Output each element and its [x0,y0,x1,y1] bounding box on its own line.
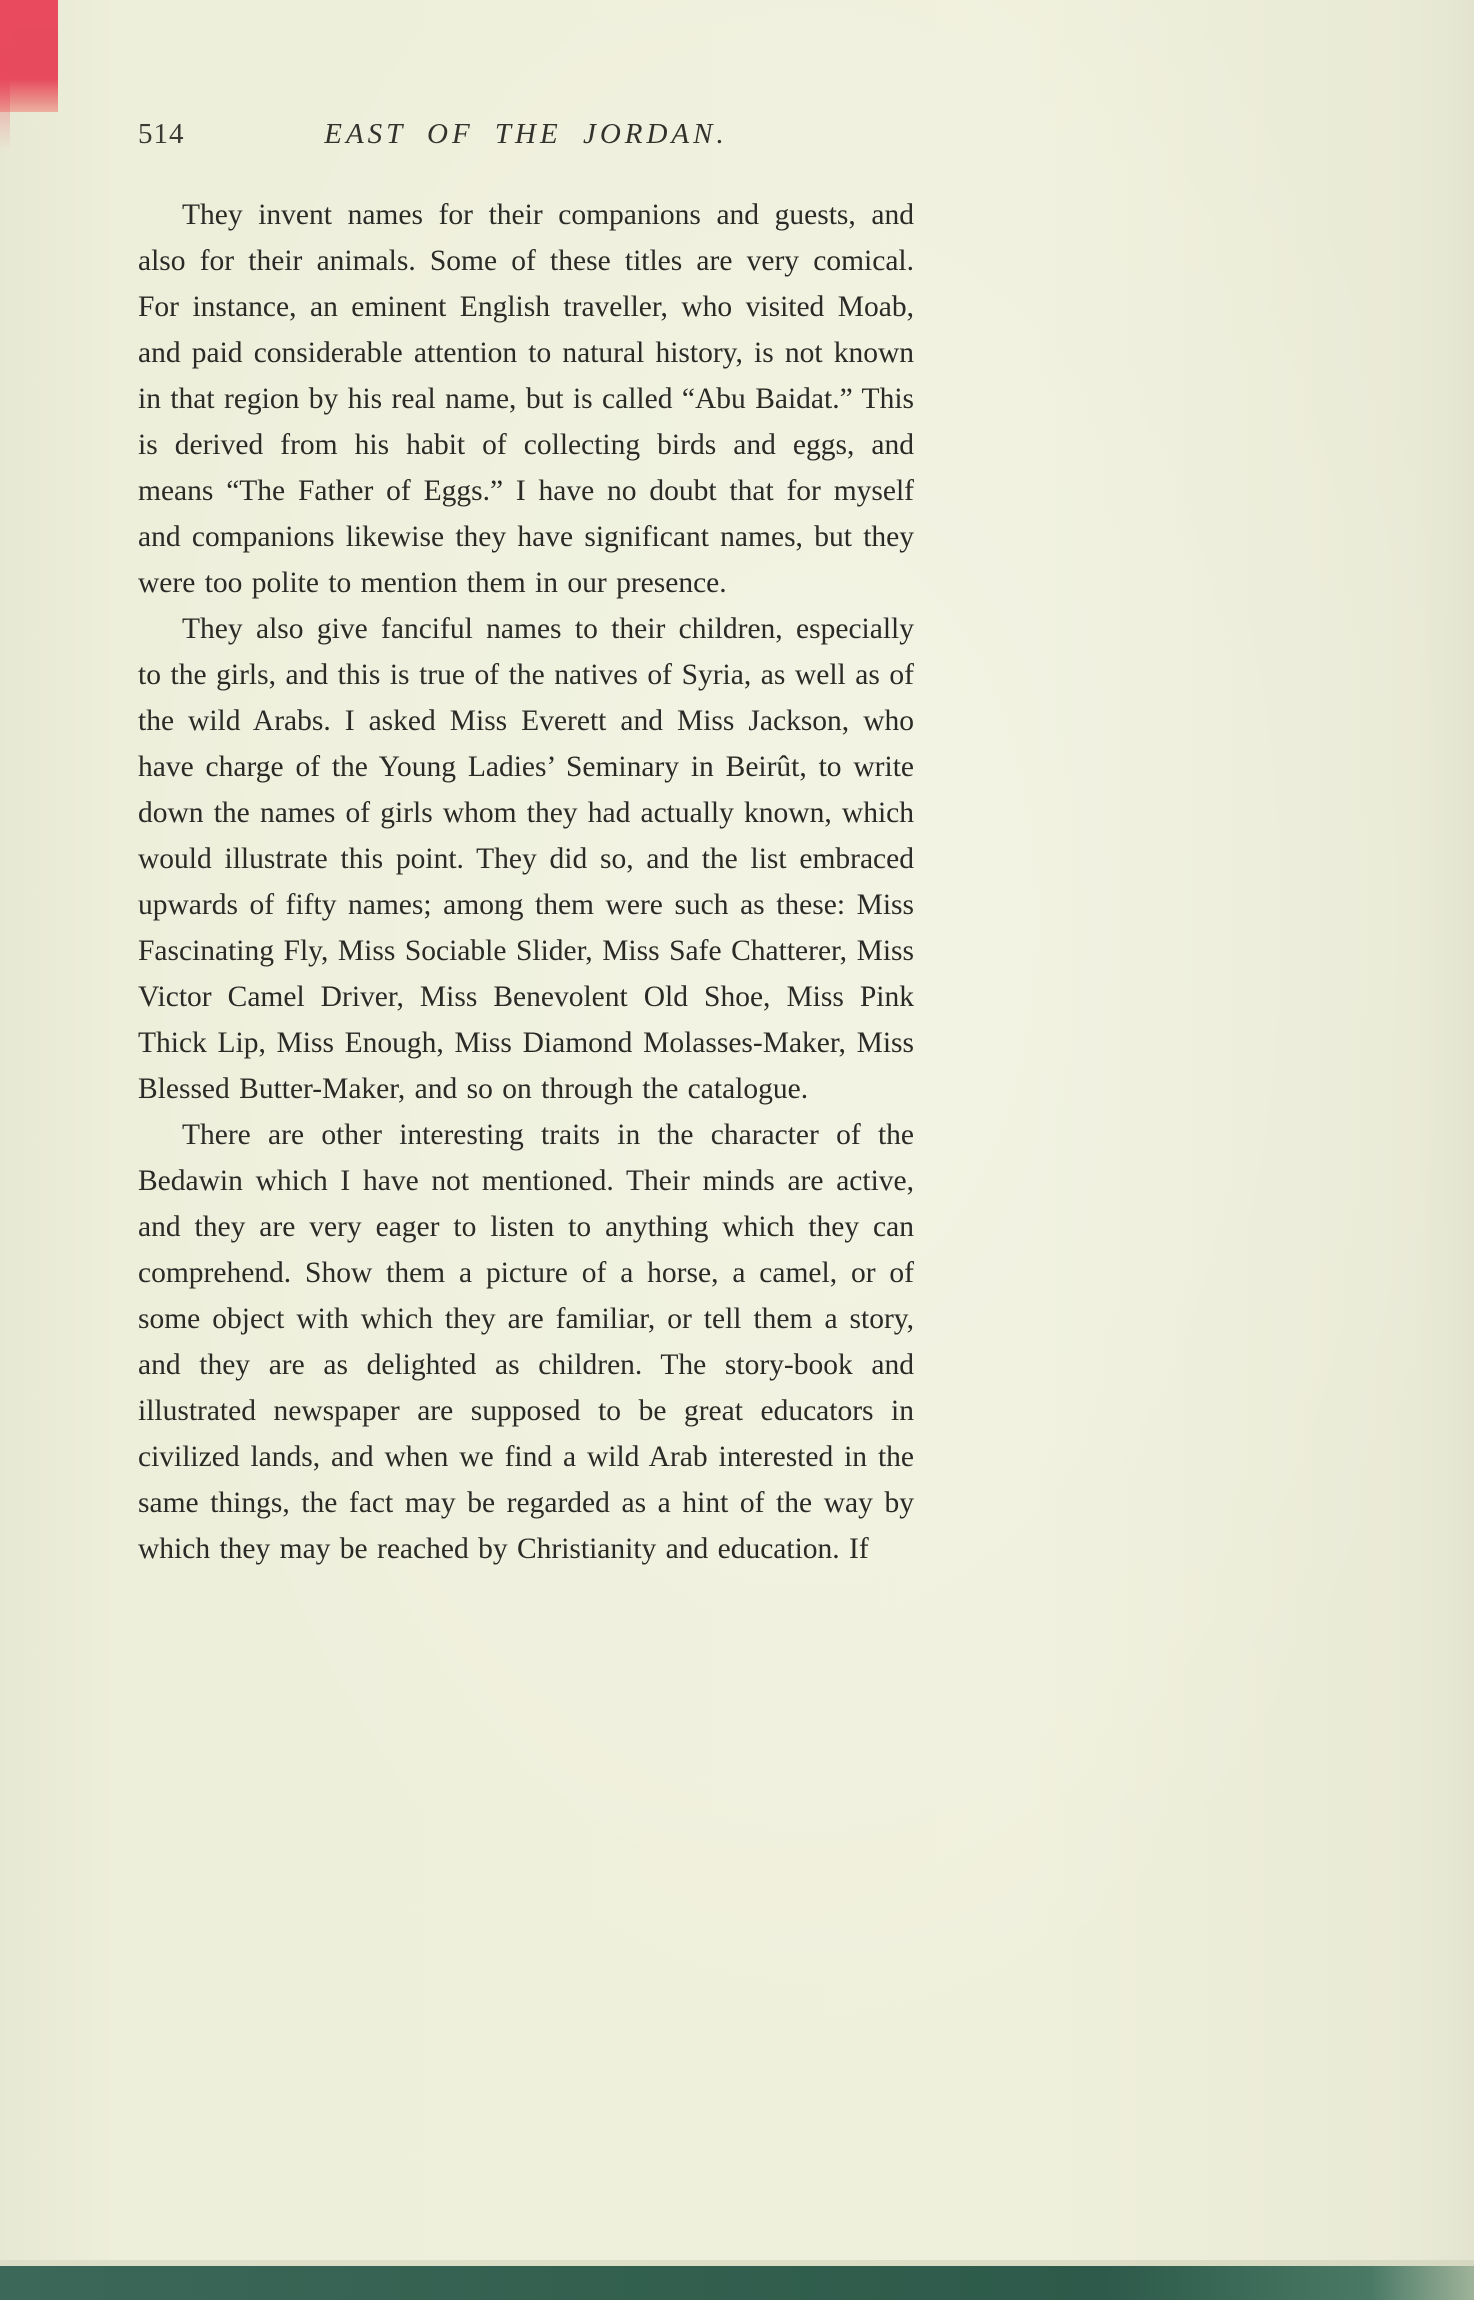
page-text-block [138,118,914,1572]
binding-red-edge [0,0,10,150]
running-header [138,118,914,164]
paragraph: There are other interesting traits in the character of the Bedawin which I have not mentioned. Their minds are active, and they are very eager to listen to anything which they can comprehend. Show them a picture of a horse, a camel, or of some object with which they are familiar, or tell them a story, and they are as delighted as children. The story-book and illustrated newspaper are supposed to be great educators in civilized lands, and when we find a wild Arab interested in the same things, the fact may be regarded as a hint of the way by which they may be reached by Christianity and education. If [138,1119,914,1565]
binding-teal-strip [0,2266,1474,2300]
paragraph: They also give fanciful names to their children, especially to the girls, and this is true of the natives of Syria, as well as of the wild Arabs. I asked Miss Everett and Miss Jackson, who have charge of the Young Ladies’ Seminary in Beirût, to write down the names of girls whom they had actually known, which would illustrate this point. They did so, and the list embraced upwards of fifty names; among them were such as these: Miss Fascinating Fly, Miss Sociable Slider, Miss Safe Chatterer, Miss Victor Camel Driver, Miss Benevolent Old Shoe, Miss Pink Thick Lip, Miss Enough, Miss Diamond Molasses-Maker, Miss Blessed Butter-Maker, and so on through the catalogue. [138,613,914,1105]
body-text [138,192,914,1572]
paragraph: They invent names for their companions and guests, and also for their animals. Some of these titles are very comical. For instance, an eminent English traveller, who visited Moab, and paid considerable attention to natural history, is not known in that region by his real name, but is called “Abu Baidat.” This is derived from his habit of collecting birds and eggs, and means “The Father of Eggs.” I have no doubt that for myself and companions likewise they have significant names, but they were too polite to mention them in our presence. [138,199,914,599]
page-number: 514 [138,118,185,150]
running-header-title: EAST OF THE JORDAN. [324,118,728,150]
